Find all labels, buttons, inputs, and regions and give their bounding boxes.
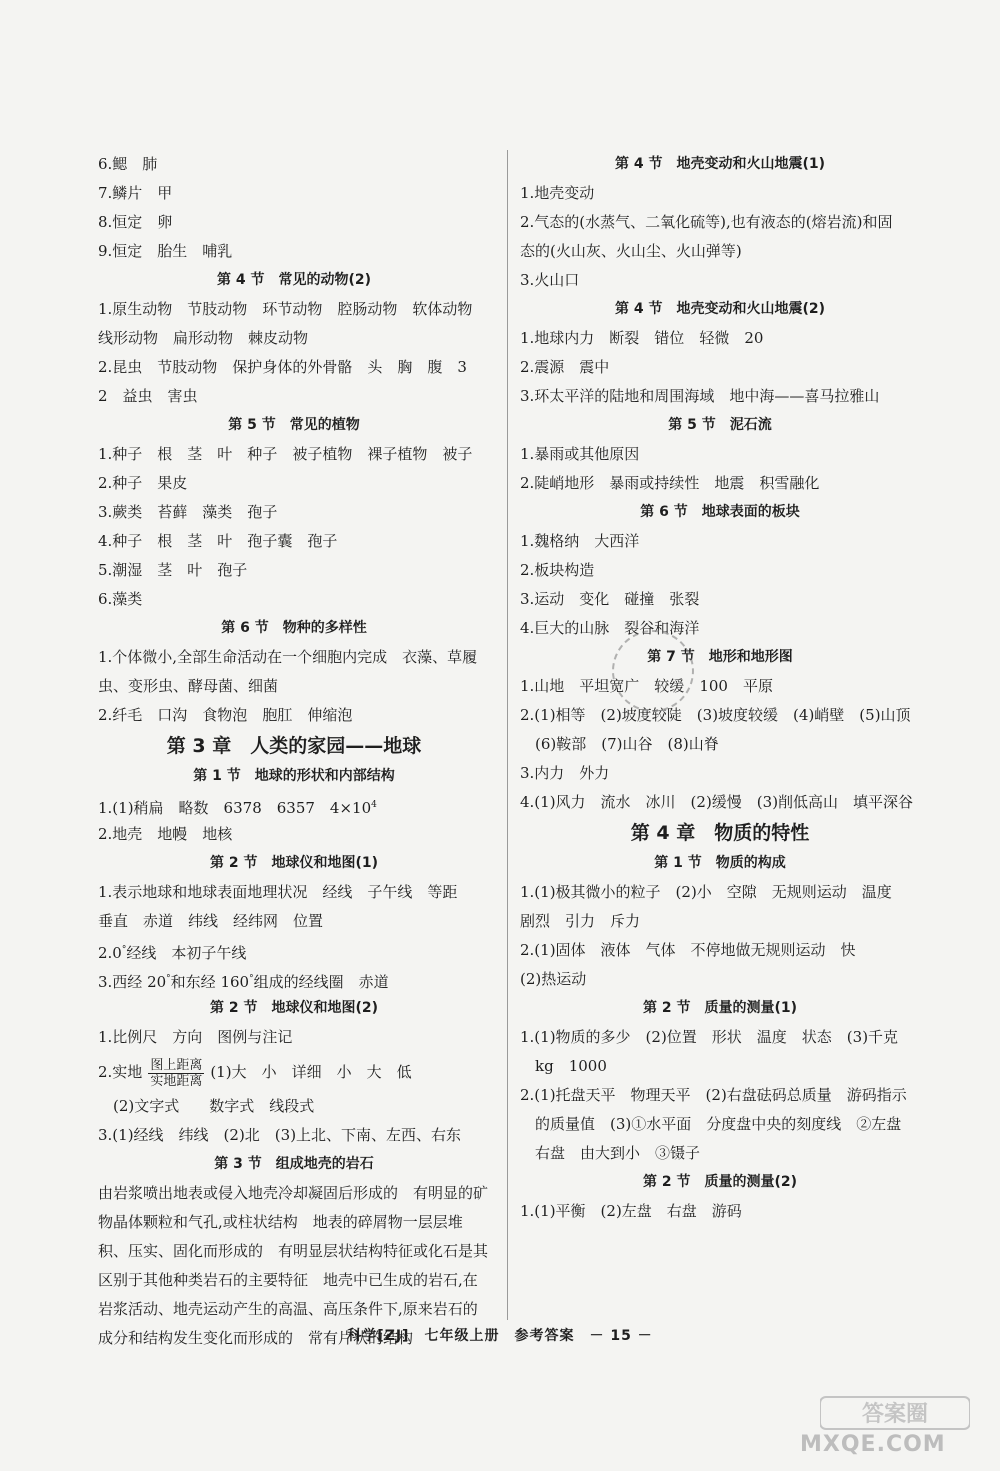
answer-line: 1.(1)物质的多少 (2)位置 形状 温度 状态 (3)千克 (520, 1028, 899, 1046)
answer-text: 3.西经 20 (98, 973, 167, 991)
answer-line: 的质量值 (3)①水平面 分度盘中央的刻度线 ②左盘 (520, 1115, 902, 1133)
answer-line: 虫、变形虫、酵母菌、细菌 (98, 677, 279, 695)
answer-line: 1.种子 根 茎 叶 种子 被子植物 裸子植物 被子 (98, 445, 473, 463)
section-title: 第 2 节 地球仪和地图(1) (209, 855, 379, 871)
answer-line: 2 益虫 害虫 (98, 387, 198, 405)
answer-line: 1.表示地球和地球表面地理状况 经线 子午线 等距 (98, 883, 458, 901)
answer-line: 1.魏格纳 大西洋 (520, 532, 640, 550)
section-title: 第 2 节 质量的测量(2) (642, 1174, 798, 1190)
answer-line: 6.藻类 (98, 590, 143, 608)
section-title: 第 7 节 地形和地形图 (647, 649, 793, 665)
answer-line: 线形动物 扁形动物 棘皮动物 (98, 329, 309, 347)
answer-line: 1.暴雨或其他原因 (520, 445, 640, 463)
chapter-title: 第 4 章 物质的特性 (630, 822, 810, 844)
section-title: 第 4 节 地壳变动和火山地震(1) (614, 156, 826, 172)
degree-symbol: ° (121, 945, 127, 955)
answer-line: 剧烈 引力 斥力 (520, 912, 641, 930)
answer-line: 4.种子 根 茎 叶 孢子囊 孢子 (98, 532, 338, 550)
answer-paragraph: 由岩浆喷出地表或侵入地壳冷却凝固后形成的 有明显的矿物晶体颗粒和气孔,或柱状结构 地表的碎屑物一层层堆积、压实、固化而形成的 有明显层状结构特征或化石是其区别于其他种类岩石的主要特征 地壳中已生成的岩石,在岩浆活动、地壳运动产生的高温、高压条件下,原来岩石的成分和结构发生变化而形成的 常有片状的结构 (98, 1184, 489, 1347)
answer-line: 2.气态的(水蒸气、二氧化硫等),也有液态的(熔岩流)和固 (520, 213, 893, 231)
answer-line: 2.(1)固体 液体 气体 不停地做无规则运动 快 (520, 941, 856, 959)
answer-line: 垂直 赤道 纬线 经纬网 位置 (98, 912, 324, 930)
section-title: 第 4 节 地壳变动和火山地震(2) (614, 301, 826, 317)
answer-line: 3.内力 外力 (520, 764, 610, 782)
stamp-seal (612, 630, 694, 712)
fraction-numerator: 图上距离 (150, 1057, 203, 1073)
answer-line: 1.(1)极其微小的粒子 (2)小 空隙 无规则运动 温度 (520, 883, 892, 901)
section-title: 第 2 节 地球仪和地图(2) (209, 1000, 379, 1016)
answer-text: 2.实地 (98, 1063, 143, 1081)
answer-line: 2.昆虫 节肢动物 保护身体的外骨骼 头 胸 腹 3 (98, 358, 467, 376)
column-divider (507, 150, 508, 1320)
svg-text:答案圈: 答案圈 (861, 1402, 929, 1427)
degree-symbol: ° (249, 974, 254, 984)
answer-line: (6)鞍部 (7)山谷 (8)山脊 (520, 735, 719, 753)
answer-line: 1.山地 平坦宽广 较缓 100 平原 (520, 677, 773, 695)
section-title: 第 3 节 组成地壳的岩石 (214, 1156, 374, 1172)
section-title: 第 1 节 地球的形状和内部结构 (193, 768, 395, 784)
answer-line: 2.震源 震中 (520, 358, 610, 376)
section-title: 第 5 节 泥石流 (668, 417, 772, 433)
answer-line: 4.巨大的山脉 裂谷和海洋 (520, 619, 700, 637)
answer-line: 2.种子 果皮 (98, 474, 188, 492)
right-column (520, 150, 920, 1226)
answer-line: 2.地壳 地幔 地核 (98, 825, 233, 843)
section-title: 第 4 节 常见的动物(2) (216, 272, 372, 288)
section-title: 第 6 节 地球表面的板块 (640, 504, 800, 520)
answer-line: 1.个体微小,全部生命活动在一个细胞内完成 衣藻、草履 (98, 648, 478, 666)
answer-line: 3.(1)经线 纬线 (2)北 (3)上北、下南、左西、右东 (98, 1126, 462, 1144)
answer-line: 8.恒定 卵 (98, 213, 173, 231)
watermark-url: MXQE.COM (800, 1432, 946, 1457)
section-title: 第 5 节 常见的植物 (228, 417, 360, 433)
watermark-logo (820, 1395, 970, 1431)
answer-line: 态的(火山灰、火山尘、火山弹等) (520, 242, 742, 260)
answer-line: 3.火山口 (520, 271, 580, 289)
exponent: 4 (371, 800, 377, 810)
answer-line: 3.蕨类 苔藓 藻类 孢子 (98, 503, 278, 521)
answer-line: 2.纤毛 口沟 食物泡 胞肛 伸缩泡 (98, 706, 353, 724)
answer-line (98, 965, 490, 994)
answer-line: kg 1000 (520, 1057, 607, 1075)
answer-line: 2.(1)托盘天平 物理天平 (2)右盘砝码总质量 游码指示 (520, 1086, 907, 1104)
page-footer: 科学[ZJ] 七年级上册 参考答案 － 15 － (347, 1328, 653, 1344)
answer-line: 9.恒定 胎生 哺乳 (98, 242, 233, 260)
degree-symbol: ° (166, 974, 171, 984)
answer-text: (1)大 小 详细 小 大 低 (210, 1063, 412, 1081)
scale-fraction (148, 1058, 204, 1089)
answer-line: 1.(1)平衡 (2)左盘 右盘 游码 (520, 1202, 742, 1220)
answer-line: 1.原生动物 节肢动物 环节动物 腔肠动物 软体动物 (98, 300, 473, 318)
section-title: 第 2 节 质量的测量(1) (642, 1000, 798, 1016)
answer-line: 2.陡峭地形 暴雨或持续性 地震 积雪融化 (520, 474, 820, 492)
answer-line: 2.板块构造 (520, 561, 595, 579)
answer-line: 2.(1)相等 (2)坡度较陡 (3)坡度较缓 (4)峭壁 (5)山顶 (520, 706, 911, 724)
answer-line: 右盘 由大到小 ③镊子 (520, 1144, 701, 1162)
answer-line: 3.运动 变化 碰撞 张裂 (520, 590, 700, 608)
answer-line: 1.地壳变动 (520, 184, 595, 202)
answer-text: 1.(1)稍扁 略数 6378 6357 4×10 (98, 799, 372, 817)
answer-line: 1.比例尺 方向 图例与注记 (98, 1028, 293, 1046)
section-title: 第 1 节 物质的构成 (654, 855, 786, 871)
chapter-title: 第 3 章 人类的家园——地球 (166, 735, 422, 757)
answer-line: 4.(1)风力 流水 冰川 (2)缓慢 (3)削低高山 填平深谷 (520, 793, 914, 811)
answer-line: 1.地球内力 断裂 错位 轻微 20 (520, 329, 764, 347)
answer-line: (2)文字式 数字式 线段式 (98, 1097, 315, 1115)
answer-line (98, 936, 490, 965)
answer-line: (2)热运动 (520, 970, 587, 988)
answer-text: 组成的经线圈 赤道 (253, 973, 389, 991)
answer-text: 2.0 (98, 944, 122, 962)
left-column (98, 150, 490, 1353)
answer-line: 7.鳞片 甲 (98, 184, 173, 202)
answer-text: 经线 本初子午线 (126, 944, 247, 962)
answer-text: 和东经 160 (170, 973, 250, 991)
answer-line (98, 1052, 490, 1092)
answer-line (98, 791, 490, 820)
section-title: 第 6 节 物种的多样性 (221, 620, 367, 636)
fraction-denominator: 实地距离 (150, 1073, 203, 1089)
answer-line: 5.潮湿 茎 叶 孢子 (98, 561, 248, 579)
answer-line: 3.环太平洋的陆地和周围海域 地中海——喜马拉雅山 (520, 387, 880, 405)
answer-line: 6.鳃 肺 (98, 155, 158, 173)
